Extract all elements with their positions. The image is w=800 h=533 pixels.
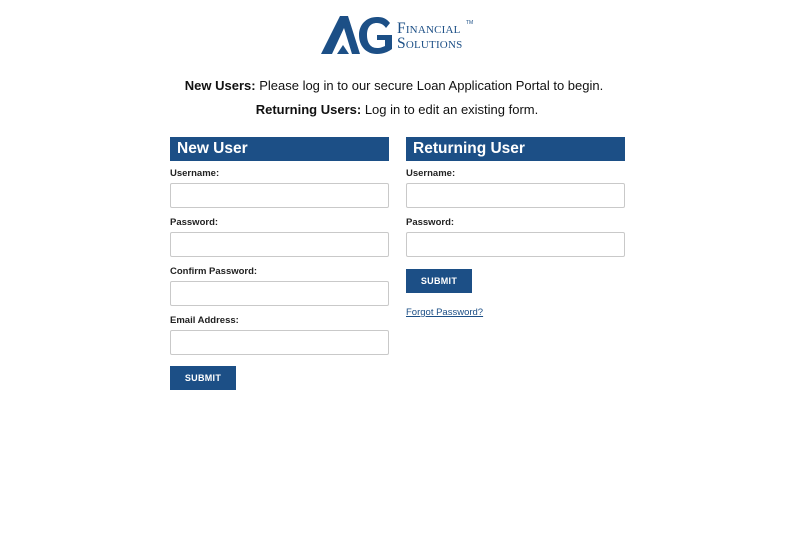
new-user-email-input[interactable] xyxy=(170,330,389,355)
intro-returning-users-label: Returning Users: xyxy=(255,102,362,117)
trademark-mark: TM xyxy=(466,20,474,26)
returning-user-submit-button[interactable]: SUBMIT xyxy=(406,269,472,293)
returning-user-password-label: Password: xyxy=(406,217,455,228)
new-user-confirm-password-input[interactable] xyxy=(170,281,389,306)
new-user-password-input[interactable] xyxy=(170,232,389,257)
intro-returning-users xyxy=(0,102,797,117)
intro-new-users xyxy=(0,78,794,93)
new-user-password-label: Password: xyxy=(170,217,219,228)
intro-returning-users-text: Log in to edit an existing form. xyxy=(361,102,539,117)
new-user-email-label: Email Address: xyxy=(170,315,239,326)
new-user-username-input[interactable] xyxy=(170,183,389,208)
new-user-username-label: Username: xyxy=(170,168,220,179)
returning-user-password-input[interactable] xyxy=(406,232,625,257)
logo-line-financial: Financial xyxy=(397,20,461,37)
company-logo xyxy=(320,14,480,58)
returning-user-username-input[interactable] xyxy=(406,183,625,208)
new-user-submit-button[interactable]: SUBMIT xyxy=(170,366,236,390)
returning-user-form xyxy=(406,137,625,320)
returning-user-username-label: Username: xyxy=(406,168,456,179)
logo-wordmark xyxy=(397,21,462,51)
forgot-password-link[interactable]: Forgot Password? xyxy=(406,307,484,318)
logo-line-solutions: Solutions xyxy=(397,35,463,52)
ag-logo-mark xyxy=(320,14,400,58)
returning-user-heading: Returning User xyxy=(406,137,625,161)
intro-new-users-label: New Users: xyxy=(184,78,256,93)
new-user-heading: New User xyxy=(170,137,389,161)
new-user-confirm-password-label: Confirm Password: xyxy=(170,266,258,277)
intro-new-users-text: Please log in to our secure Loan Application Portal to begin. xyxy=(255,78,604,93)
new-user-form xyxy=(170,137,389,390)
